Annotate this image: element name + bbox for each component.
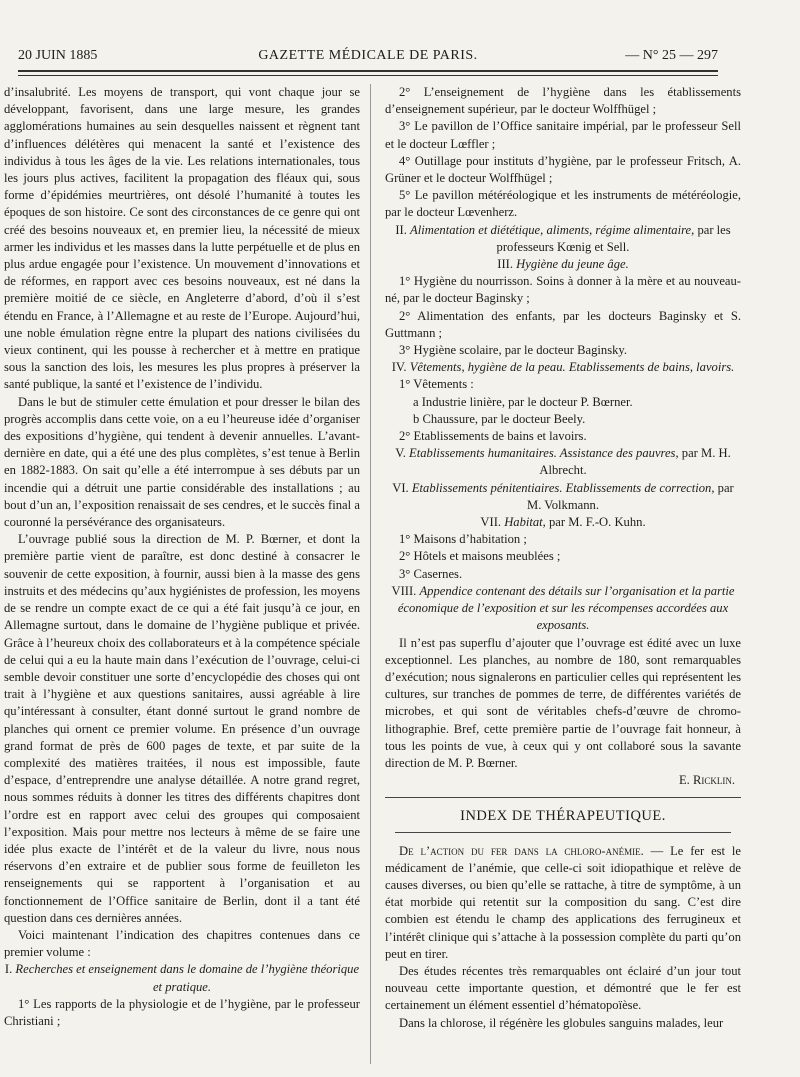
header-rule-thick: [18, 70, 718, 72]
left-column: [4, 84, 360, 1030]
issue-date: 20 JUIN 1885: [18, 48, 98, 63]
header-rule-thin: [18, 75, 718, 76]
chapter-7-title: Habitat,: [504, 515, 546, 530]
article-signature: E. Ricklin.: [678, 773, 735, 788]
section-divider: [385, 797, 741, 798]
chapter-4-item-1a: a Industrie linière, par le docteur P. Bœrner.: [413, 394, 633, 409]
chapter-7-authors: par M. F.-O. Kuhn.: [549, 515, 646, 530]
issue-page-number: — N° 25 — 297: [625, 48, 718, 63]
chapter-4-item-2: 2° Etablissements de bains et lavoirs.: [399, 429, 587, 444]
right-column: [385, 84, 741, 1032]
chapter-1-heading: [4, 961, 360, 995]
chapter-5-number: V.: [395, 446, 406, 461]
chapter-2-title: Alimentation et diététique, aliments, régime alimentaire,: [410, 222, 695, 237]
chapter-3-number: III.: [497, 257, 513, 272]
chapter-3-title: Hygiène du jeune âge.: [516, 257, 629, 272]
chapter-7-number: VII.: [480, 515, 502, 530]
paragraph-expositions: Dans le but de stimuler cette émulation et pour dresser le bilan des progrès accomplis dans cette voie, on a eu l’heureuse idée d’organiser des expositions d’hygiène, qui tendent à devenir annuelles. L’avant-dernière en date, qui a été une des plus complètes, s’est tenue à Berlin en 1882-1883. On sait qu’elle a été interrompue à ses débuts par un incendie qui a détruit une partie considérable des installations ; au bout d’un an, l’exposition renaissait de ses cendres, et le succès final a couronné la persévérance des organisateurs.: [4, 394, 360, 530]
paragraph-conclusion: Il n’est pas superflu d’ajouter que l’ouvrage est édité avec un luxe exceptionnel. Les planches, au nombre de 180, sont remarquables d’exécution; nous signalerons en particulier celles qui représentent les cultures, sur tranches de pommes de terre, de différentes variétés de microbes, et qui sont de véritables chefs-d’œuvre de chromo-lithographie. Bref, cette première partie de l’ouvrage fait honneur, à tous les points de vue, à ceux qui y ont collaboré sous la savante direction de M. P. Bœrner.: [385, 635, 741, 770]
chapter-3-item-1: 1° Hygiène du nourrisson. Soins à donner à la mère et au nouveau-né, par le docteur Baginsky ;: [385, 274, 741, 306]
chapter-5-authors: par M. H. Albrecht.: [539, 446, 731, 478]
index-paragraph-1-text: — Le fer est le médicament de l’anémie, que celle-ci soit idiopathique et relève de causes diverses, ou bien qu’elle se rattache, à titre de symptôme, à un état morbide qui retentit sur la composition du sang. C’est dire combien est étendu le champ des applications des ferrugineux et l’intérêt clinique qui s’attache à la possession complète du parti qu’on peut en tirer.: [385, 843, 741, 961]
index-paragraph-3: Dans la chlorose, il régénère les globules sanguins malades, leur: [399, 1015, 724, 1030]
chapter-7-item-1: 1° Maisons d’habitation ;: [399, 532, 527, 547]
chapter-2-authors: par les professeurs Kœnig et Sell.: [496, 222, 731, 254]
chapter-5-title: Etablissements humanitaires. Assistance des pauvres,: [409, 446, 679, 461]
column-gutter: [370, 84, 372, 1064]
chapter-2-heading: [385, 222, 741, 256]
journal-title: GAZETTE MÉDICALE DE PARIS.: [258, 48, 478, 63]
chapter-2-number: II.: [395, 222, 407, 237]
chapter-6-title: Etablissements pénitentiaires. Etablissements de correction,: [411, 480, 715, 495]
chapter-3-heading: [385, 256, 741, 273]
chapter-8-title: Appendice contenant des détails sur l’organisation et la partie économique de l’exposition et sur les récompenses accordées aux exposants.: [397, 583, 735, 633]
paragraph-insalubrite: d’insalubrité. Les moyens de transport, qui vont chaque jour se développant, favorisent, dans une large mesure, les grandes agglomérations humaines au sein desquelles naissent et règnent tant d’influences délétères qui menacent la santé et l’existence des individus à tous les âges de la vie. Les relations internationales, tous les jours plus actives, facilitent la propagation des fléaux qui, sous forme d’épidémies meurtrières, ont désolé l’humanité à toutes les époques de son histoire. Ce sont des circonstances de ce genre qui ont créé des besoins nouveaux et, en premier lieu, la nécessité de mieux armer les individus et les masses dans la lutte perpétuelle et de plus en plus ardue engagée pour l’existence. Un mouvement d’innovations et de réformes, en rapport avec ces besoins nouveaux, est né dans la première moitié de ce siècle, en Angleterre d’abord, d’où il s’est étendu en France, à l’Allemagne et au reste de l’Europe. Aujourd’hui, une noble émulation règne entre la plupart des nations civilisées du vieux continent, qui les pousse à rechercher et à mettre en pratique sous la sanction des lois, les mesures les plus propres à préserver la santé publique, la santé et l’existence de l’individu.: [4, 85, 360, 392]
chapter-7-item-2: 2° Hôtels et maisons meublées ;: [399, 549, 561, 564]
chapter-4-title: Vêtements, hygiène de la peau. Etablissements de bains, lavoirs.: [409, 360, 735, 375]
paragraph-chapitres-intro: Voici maintenant l’indication des chapitres contenues dans ce premier volume :: [4, 927, 360, 960]
chapter-7-heading: [385, 514, 741, 531]
chapter-3-item-3: 3° Hygiène scolaire, par le docteur Baginsky.: [399, 343, 628, 358]
index-title: INDEX DE THÉRAPEUTIQUE.: [460, 808, 666, 825]
chapter-7-item-3: 3° Casernes.: [399, 566, 463, 581]
chapter-4-item-1b: b Chaussure, par le docteur Beely.: [413, 411, 586, 426]
chapter-6-heading: [385, 480, 741, 514]
chapter-8-number: VIII.: [391, 583, 417, 598]
chapter-1-item-1: 1° Les rapports de la physiologie et de l’hygiène, par le professeur Christiani ;: [4, 996, 360, 1028]
index-paragraph-2: Des études récentes très remarquables ont éclairé d’un jour tout nouveau cette importante question, et démontré que le fer est certainement un élément essentiel d’hématopoïèse.: [385, 963, 741, 1013]
chapter-4-item-1: 1° Vêtements :: [399, 377, 474, 392]
chapter-1-item-5: 5° Le pavillon météréologique et les instruments de météréologie, par le docteur Lœvenherz.: [385, 188, 741, 220]
chapter-3-item-2: 2° Alimentation des enfants, par les docteurs Baginsky et S. Guttmann ;: [385, 308, 741, 340]
page-header: [18, 48, 718, 68]
chapter-5-heading: [385, 445, 741, 479]
chapter-1-item-3: 3° Le pavillon de l’Office sanitaire impérial, par le professeur Sell et le docteur Lœffler ;: [385, 119, 741, 151]
index-lead: De l’action du fer dans la chloro-anémie.: [399, 843, 644, 858]
chapter-1-item-2: 2° L’enseignement de l’hygiène dans les établissements d’enseignement supérieur, par le docteur Wolffhügel ;: [385, 85, 741, 117]
chapter-1-number: I.: [4, 962, 13, 977]
chapter-6-number: VI.: [392, 480, 409, 495]
chapter-6-authors: par M. Volkmann.: [527, 480, 734, 512]
index-paragraph-1: [385, 843, 741, 963]
chapter-1-title: Recherches et enseignement dans le domaine de l’hygiène théorique et pratique.: [15, 962, 360, 994]
chapter-1-item-4: 4° Outillage pour instituts d’hygiène, par le professeur Fritsch, A. Grüner et le docteur Wolffhügel ;: [385, 153, 741, 186]
chapter-4-heading: [385, 359, 741, 376]
paragraph-ouvrage: L’ouvrage publié sous la direction de M. P. Bœrner, et dont la première partie vient de paraître, est donc destiné à consacrer le souvenir de cette exposition, à fournir, aussi bien à la masse des gens instruits et des médecins qu’aux hygiénistes de profession, les moyens de se rendre un compte exact de ce qui a été fait jusqu’à ce jour, en Allemagne surtout, dans le domaine de l’hygiène publique et privée. Grâce à l’heureux choix des collaborateurs et à la compétence spéciale de celui qui a eu la haute main dans l’exécution de l’ouvrage, celui-ci semble devoir constituer une sorte d’encyclopédie des choses qui ont trait à l’hygiène et aux questions sanitaires, aussi agréable à lire qu’intéressant à consulter, étant donné surtout le grand nombre de planches qui ornent ce premier volume. En présence d’un ouvrage grand format de près de 600 pages de texte, et par suite de la complexité des matières traitées, il nous est impossible, faute d’espace, d’entreprendre une analyse détaillée. A notre grand regret, nous sommes réduits à donner les titres des différents chapitres dont l’ordre est en rapport avec celui des groupes qui composaient l’exposition. Mais pour mettre nos lecteurs à même de se faire une idée plus exacte de l’intérêt et de la valeur du livre, nous nous réservons d’en extraire et de publier sous forme de feuilleton les renseignements qui se rapportent à l’organisation et au fonctionnement de l’Office sanitaire de Berlin, dont il a tant été question dans ces dernières années.: [4, 532, 360, 925]
index-title-rule: [395, 832, 731, 833]
chapter-4-number: IV.: [391, 360, 407, 375]
chapter-8-heading: [385, 583, 741, 635]
